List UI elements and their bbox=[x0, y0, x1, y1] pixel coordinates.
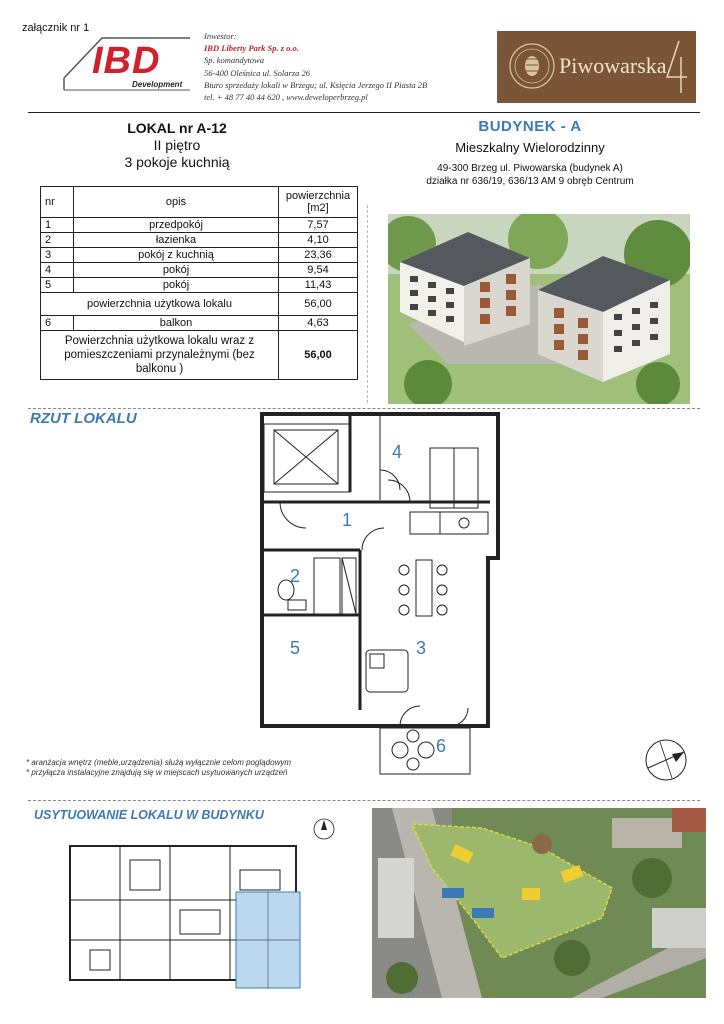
investor-line: IBD Liberty Park Sp. z o.o. bbox=[204, 43, 299, 54]
usable-area-value: 56,00 bbox=[279, 293, 358, 316]
investor-line: Sp. komandytowa bbox=[204, 55, 264, 66]
total-area-row bbox=[41, 331, 358, 380]
floor-plan-title: RZUT LOKALU bbox=[30, 410, 137, 427]
cell-nr: 5 bbox=[41, 278, 74, 293]
cell-area: 9,54 bbox=[279, 263, 358, 278]
piwowarska-logo bbox=[497, 31, 696, 103]
attachment-label: załącznik nr 1 bbox=[22, 22, 90, 34]
room-number-3: 3 bbox=[416, 638, 427, 658]
usable-area-label: powierzchnia użytkowa lokalu bbox=[41, 293, 279, 316]
total-area-value: 56,00 bbox=[279, 331, 358, 380]
location-title: USYTUOWANIE LOKALU W BUDYNKU bbox=[34, 808, 264, 822]
balcony-row bbox=[41, 316, 358, 331]
room-number-6: 6 bbox=[436, 736, 447, 756]
room-number-4: 4 bbox=[392, 442, 403, 462]
cell-area: 4,63 bbox=[279, 316, 358, 331]
piwowarska-logo-text: Piwowarska bbox=[559, 53, 667, 78]
compass-icon bbox=[642, 736, 690, 784]
section-divider bbox=[28, 408, 700, 409]
unit-title: LOKAL nr A-12 bbox=[127, 120, 227, 136]
investor-line: Inwestor: bbox=[204, 31, 237, 41]
table-row bbox=[41, 218, 358, 233]
building-address: 49-300 Brzeg ul. Piwowarska (budynek A) bbox=[437, 163, 623, 174]
cell-desc: balkon bbox=[74, 316, 279, 331]
investor-line: tel. + 48 77 40 44 620 , www.deweloperbrzeg.pl bbox=[204, 92, 368, 103]
cell-area: 11,43 bbox=[279, 278, 358, 293]
building-type: Mieszkalny Wielorodzinny bbox=[455, 140, 605, 155]
col-nr-header: nr bbox=[41, 187, 74, 218]
room-number-5: 5 bbox=[290, 638, 301, 658]
investor-line: Biuro sprzedaży lokali w Brzegu; ul. Księcia Jerzego II Piasta 2B bbox=[204, 79, 428, 90]
plan-note: * aranżacja wnętrz (meble,urządzenia) służą wyłącznie celom poglądowym bbox=[26, 758, 292, 767]
usable-area-row bbox=[41, 293, 358, 316]
cell-desc: pokój bbox=[74, 263, 279, 278]
cell-nr: 3 bbox=[41, 248, 74, 263]
table-row bbox=[41, 278, 358, 293]
room-number-2: 2 bbox=[290, 566, 301, 586]
col-area-header: powierzchnia [m2] bbox=[279, 187, 358, 218]
cell-desc: przedpokój bbox=[74, 218, 279, 233]
investor-info bbox=[204, 30, 494, 103]
area-table bbox=[40, 186, 358, 380]
ibd-logo-text: IBD bbox=[92, 40, 161, 82]
building-plot: działka nr 636/19, 636/13 AM 9 obręb Centrum bbox=[426, 176, 634, 187]
table-row bbox=[41, 248, 358, 263]
total-area-label: Powierzchnia użytkowa lokalu wraz z pomieszczeniami przynależnymi (bez balkonu ) bbox=[41, 331, 279, 380]
cell-area: 23,36 bbox=[279, 248, 358, 263]
header-divider bbox=[28, 112, 700, 113]
ibd-logo-subtitle: Development bbox=[132, 80, 183, 89]
plan-notes bbox=[26, 758, 356, 778]
cell-desc: łazienka bbox=[74, 233, 279, 248]
compass-small-icon bbox=[312, 817, 336, 841]
cell-desc: pokój z kuchnią bbox=[74, 248, 279, 263]
cell-nr: 6 bbox=[41, 316, 74, 331]
cell-area: 4,10 bbox=[279, 233, 358, 248]
cell-nr: 1 bbox=[41, 218, 74, 233]
section-divider bbox=[28, 800, 700, 801]
building-render bbox=[388, 214, 690, 404]
cell-desc: pokój bbox=[74, 278, 279, 293]
table-row bbox=[41, 233, 358, 248]
ibd-logo bbox=[62, 34, 192, 94]
vertical-divider bbox=[367, 205, 368, 403]
cell-area: 7,57 bbox=[279, 218, 358, 233]
building-floor-minimap bbox=[60, 830, 310, 998]
building-title: BUDYNEK - A bbox=[478, 118, 582, 135]
unit-rooms: 3 pokoje kuchnią bbox=[124, 154, 230, 170]
col-desc-header: opis bbox=[74, 187, 279, 218]
aerial-photo bbox=[372, 808, 706, 998]
investor-line: 56-400 Oleśnica ul. Solarza 26 bbox=[204, 67, 311, 78]
cell-nr: 4 bbox=[41, 263, 74, 278]
cell-nr: 2 bbox=[41, 233, 74, 248]
floor-plan bbox=[250, 410, 500, 780]
table-header-row bbox=[41, 187, 358, 218]
plan-note: * przyłącza instalacyjne znajdują się w miejscach usytuowanych urządzeń bbox=[26, 768, 288, 777]
table-row bbox=[41, 263, 358, 278]
unit-floor: II piętro bbox=[153, 137, 201, 153]
room-number-1: 1 bbox=[342, 510, 353, 530]
